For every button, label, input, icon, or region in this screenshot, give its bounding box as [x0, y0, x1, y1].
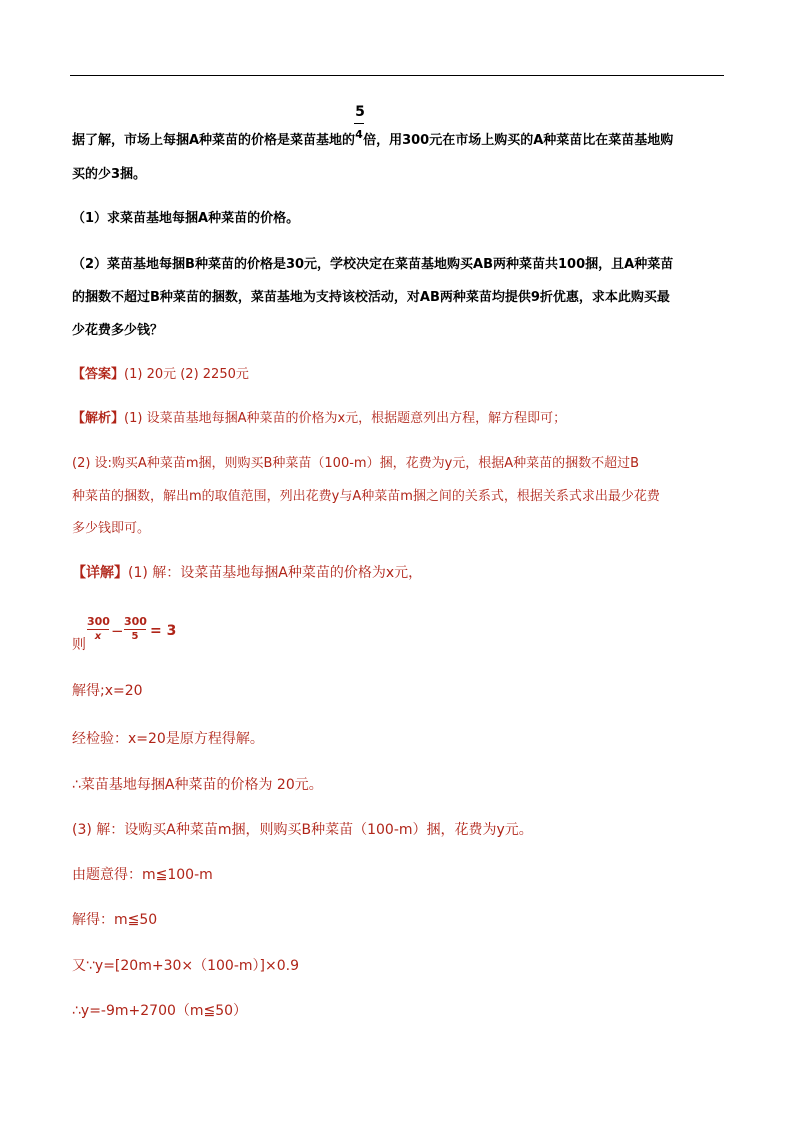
detail-line-1 [72, 564, 422, 582]
question-2-line-1: （2）菜苗基地每捆B种菜苗的价格是30元，学校决定在菜苗基地购买AB两种菜苗共100捆，且A种菜苗 [72, 257, 674, 272]
equation-fraction-1 [87, 616, 109, 642]
fraction-2-denominator: 5 [131, 631, 139, 642]
fraction-numerator: 5 [355, 104, 365, 120]
result-line: ∴y=-9m+2700（m≦50） [72, 1003, 248, 1019]
inequality-solve-line: 解得：m≦50 [72, 912, 158, 928]
fraction-1-denominator: x [94, 631, 102, 642]
question-2-line-3: 少花费多少钱？ [72, 323, 164, 338]
answer-line [72, 366, 249, 384]
part-3-line: (3) 解：设购买A种菜苗m捆，则购买B种菜苗（100-m）捆，花费为y元。 [72, 822, 533, 838]
fraction-bar [354, 123, 364, 124]
fraction-1-bar [87, 629, 109, 630]
problem-line-2: 买的少3捆。 [72, 167, 147, 182]
expression-line: 又∵y=[20m+30×（100-m）]×0.9 [72, 958, 299, 974]
equation-prefix: 则 [72, 637, 86, 653]
problem-line-1-end: 倍，用300元在市场上购买的A种菜苗比在菜苗基地购 [363, 133, 674, 148]
problem-line-1-start: 据了解，市场上每捆A种菜苗的价格是菜苗基地的 [72, 133, 356, 148]
equation-fraction-2 [124, 616, 146, 642]
solve-line: 解得;x=20 [72, 683, 143, 699]
five-fourths-fraction [355, 104, 365, 150]
conclusion-line: ∴菜苗基地每捆A种菜苗的价格为 20元。 [72, 777, 323, 793]
fraction-1-numerator: 300 [87, 615, 110, 628]
question-2-line-2: 的捆数不超过B种菜苗的捆数，菜苗基地为支持该校活动，对AB两种菜苗均提供9折优惠，求本此购买最 [72, 290, 670, 305]
analysis-text-1: (1) 设菜苗基地每捆A种菜苗的价格为x元，根据题意列出方程，解方程即可； [124, 411, 567, 426]
analysis-line-4: 多少钱即可。 [72, 521, 151, 536]
fraction-2-numerator: 300 [124, 615, 147, 628]
answer-text: (1) 20元 (2) 2250元 [124, 367, 249, 382]
inequality-line: 由题意得：m≦100-m [72, 867, 213, 883]
analysis-line-2: (2) 设:购买A种菜苗m捆，则购买B种菜苗（100-m）捆，花费为y元，根据A种菜苗的捆数不超过B [72, 456, 640, 471]
fraction-denominator: 4 [355, 128, 363, 141]
analysis-tag: 【解析】 [72, 411, 125, 426]
problem-line-1 [72, 104, 674, 150]
equation [72, 616, 272, 656]
header-rule [70, 75, 724, 76]
detail-text-1: (1) 解：设菜苗基地每捆A种菜苗的价格为x元， [128, 565, 423, 581]
question-1: （1）求菜苗基地每捆A种菜苗的价格。 [72, 211, 300, 226]
check-line: 经检验：x=20是原方程得解。 [72, 731, 264, 747]
equation-rhs: = 3 [150, 623, 177, 639]
answer-tag: 【答案】 [72, 367, 125, 382]
detail-tag: 【详解】 [72, 565, 128, 581]
analysis-line-1 [72, 410, 566, 428]
equation-minus: − [111, 622, 124, 640]
fraction-2-bar [124, 629, 146, 630]
analysis-line-3: 种菜苗的捆数，解出m的取值范围，列出花费y与A种菜苗m捆之间的关系式，根据关系式求出最少花费 [72, 489, 660, 504]
